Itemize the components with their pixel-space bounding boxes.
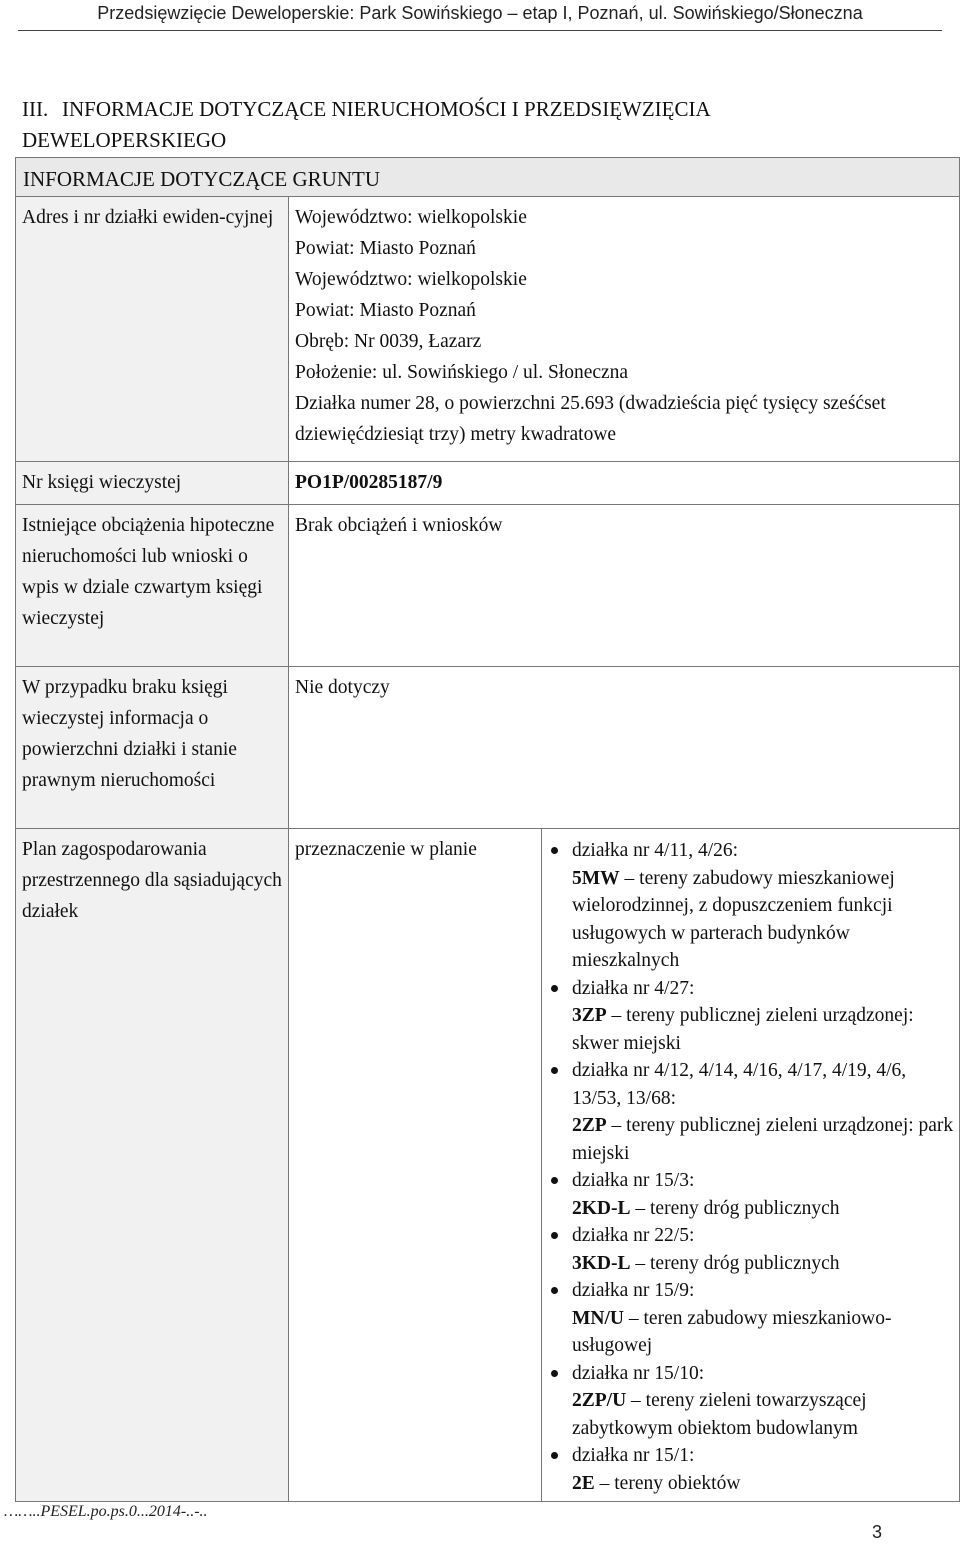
plan-plot: działka nr 15/10:: [572, 1362, 705, 1384]
plan-code: 2ZP/U: [572, 1390, 627, 1411]
address-label: [16, 197, 289, 462]
plan-code: 3KD-L: [572, 1252, 631, 1274]
list-item: działka nr 22/5: 3KD-L – tereny dróg publicznych: [546, 1222, 955, 1277]
plan-plot: działka nr 15/3:: [572, 1170, 695, 1191]
address-line: Obręb: Nr 0039, Łazarz: [295, 331, 482, 352]
bullet-icon: [551, 847, 558, 854]
bullet-icon: [551, 1452, 558, 1459]
land-info-table: [15, 157, 960, 1502]
address-line: Powiat: Miasto Poznań: [295, 238, 476, 259]
plan-list-cell: [542, 829, 960, 1501]
plan-desc: teren zabudowy mieszkaniowo-usługowej: [572, 1307, 892, 1356]
plan-desc: tereny dróg publicznych: [650, 1252, 840, 1274]
table-head-row: [16, 158, 960, 197]
running-header: Przedsięwzięcie Deweloperskie: Park Sowińskiego – etap I, Poznań, ul. Sowińskiego/Słoneczna: [97, 3, 863, 23]
list-item: działka nr 15/9: MN/U – teren zabudowy mieszkaniowo-usługowej: [546, 1277, 955, 1360]
row-address: [16, 197, 960, 462]
plan-desc: tereny zabudowy mieszkaniowej wielorodzinnej, z dopuszczeniem funkcji usługowych w parterach budynków mieszkalnych: [572, 867, 895, 971]
plan-label: Plan zagospodarowania przestrzennego dla sąsiadujących działek: [16, 829, 289, 1502]
land-register-value: PO1P/00285187/9: [289, 462, 960, 505]
header-rule: [18, 30, 942, 31]
page-number: 3: [872, 1522, 883, 1542]
plan-cell: [289, 829, 960, 1502]
row-plan: [16, 829, 960, 1502]
plan-desc: tereny zieleni towarzyszącej zabytkowym obiektom budowlanym: [572, 1390, 867, 1439]
plan-inner-table: [289, 829, 959, 1501]
plan-code: 2E: [572, 1472, 595, 1494]
plan-plot: działka nr 4/27:: [572, 977, 695, 999]
plan-desc: tereny obiektów: [614, 1472, 741, 1494]
address-line: Województwo: wielkopolskie: [295, 269, 527, 290]
list-item: działka nr 15/1: 2E – tereny obiektów: [546, 1442, 955, 1497]
bullet-icon: [551, 985, 558, 992]
plan-desc: tereny publicznej zieleni urządzonej: park miejski: [572, 1115, 954, 1164]
table-head: INFORMACJE DOTYCZĄCE GRUNTU: [16, 158, 960, 197]
plan-plot: działka nr 4/11, 4/26:: [572, 840, 739, 861]
plan-intro: przeznaczenie w planie: [289, 829, 542, 1501]
plan-list: [546, 837, 955, 1497]
plan-plot: działka nr 15/1:: [572, 1445, 695, 1466]
plan-desc: tereny publicznej zieleni urządzonej: skwer miejski: [572, 1005, 914, 1054]
address-value: [289, 197, 960, 462]
plan-code: 5MW: [572, 867, 620, 889]
section-title: [22, 94, 942, 156]
row-encumbrances: [16, 505, 960, 667]
bullet-icon: [551, 1232, 558, 1239]
encumbrances-value: Brak obciążeń i wniosków: [289, 505, 960, 667]
address-label-text: Adres i nr działki ewiden-cyjnej: [22, 207, 274, 228]
address-line: Położenie: ul. Sowińskiego / ul. Słoneczna: [295, 362, 629, 383]
address-line: Powiat: Miasto Poznań: [295, 300, 476, 321]
plan-code: 3ZP: [572, 1005, 607, 1026]
list-item: działka nr 15/3: 2KD-L – tereny dróg publicznych: [546, 1167, 955, 1222]
section-number: III.: [22, 97, 49, 121]
plan-desc: tereny dróg publicznych: [650, 1197, 840, 1219]
section-title-line1: INFORMACJE DOTYCZĄCE NIERUCHOMOŚCI I PRZEDSIĘWZIĘCIA: [62, 97, 711, 121]
no-register-value: Nie dotyczy: [289, 667, 960, 829]
row-land-register: [16, 462, 960, 505]
address-line: Województwo: wielkopolskie: [295, 207, 527, 228]
list-item: działka nr 4/11, 4/26: 5MW – tereny zabudowy mieszkaniowej wielorodzinnej, z dopuszczeniem funkcji usługowych w parterach budynków mieszkalnych: [546, 837, 955, 975]
plan-plot: działka nr 22/5:: [572, 1225, 695, 1246]
section-title-line2: DEWELOPERSKIEGO: [22, 128, 227, 152]
address-line: Działka numer 28, o powierzchni 25.693 (dwadzieścia pięć tysięcy sześćset dziewięćdziesiąt trzy) metry kwadratowe: [295, 393, 886, 445]
bullet-icon: [551, 1177, 558, 1184]
bullet-icon: [551, 1067, 558, 1074]
no-register-label: W przypadku braku księgi wieczystej informacja o powierzchni działki i stanie prawnym nieruchomości: [16, 667, 289, 829]
bullet-icon: [551, 1370, 558, 1377]
encumbrances-label: Istniejące obciążenia hipoteczne nieruchomości lub wnioski o wpis w dziale czwartym księgi wieczystej: [16, 505, 289, 667]
list-item: działka nr 15/10: 2ZP/U – tereny zieleni towarzyszącej zabytkowym obiektom budowlanym: [546, 1360, 955, 1443]
plan-plot: działka nr 15/9:: [572, 1280, 695, 1301]
list-item: działka nr 4/12, 4/14, 4/16, 4/17, 4/19, 4/6, 13/53, 13/68: 2ZP – tereny publicznej zieleni urządzonej: park miejski: [546, 1057, 955, 1167]
plan-code: 2ZP: [572, 1115, 607, 1136]
plan-code: MN/U: [572, 1307, 624, 1329]
plan-plot: działka nr 4/12, 4/14, 4/16, 4/17, 4/19, 4/6, 13/53, 13/68:: [572, 1060, 907, 1109]
footer-code: ……..PESEL.po.ps.0...2014-..-..: [4, 1503, 208, 1520]
land-register-label: Nr księgi wieczystej: [16, 462, 289, 505]
bullet-icon: [551, 1287, 558, 1294]
list-item: działka nr 4/27: 3ZP – tereny publicznej zieleni urządzonej: skwer miejski: [546, 975, 955, 1058]
row-no-register: [16, 667, 960, 829]
plan-code: 2KD-L: [572, 1197, 631, 1219]
